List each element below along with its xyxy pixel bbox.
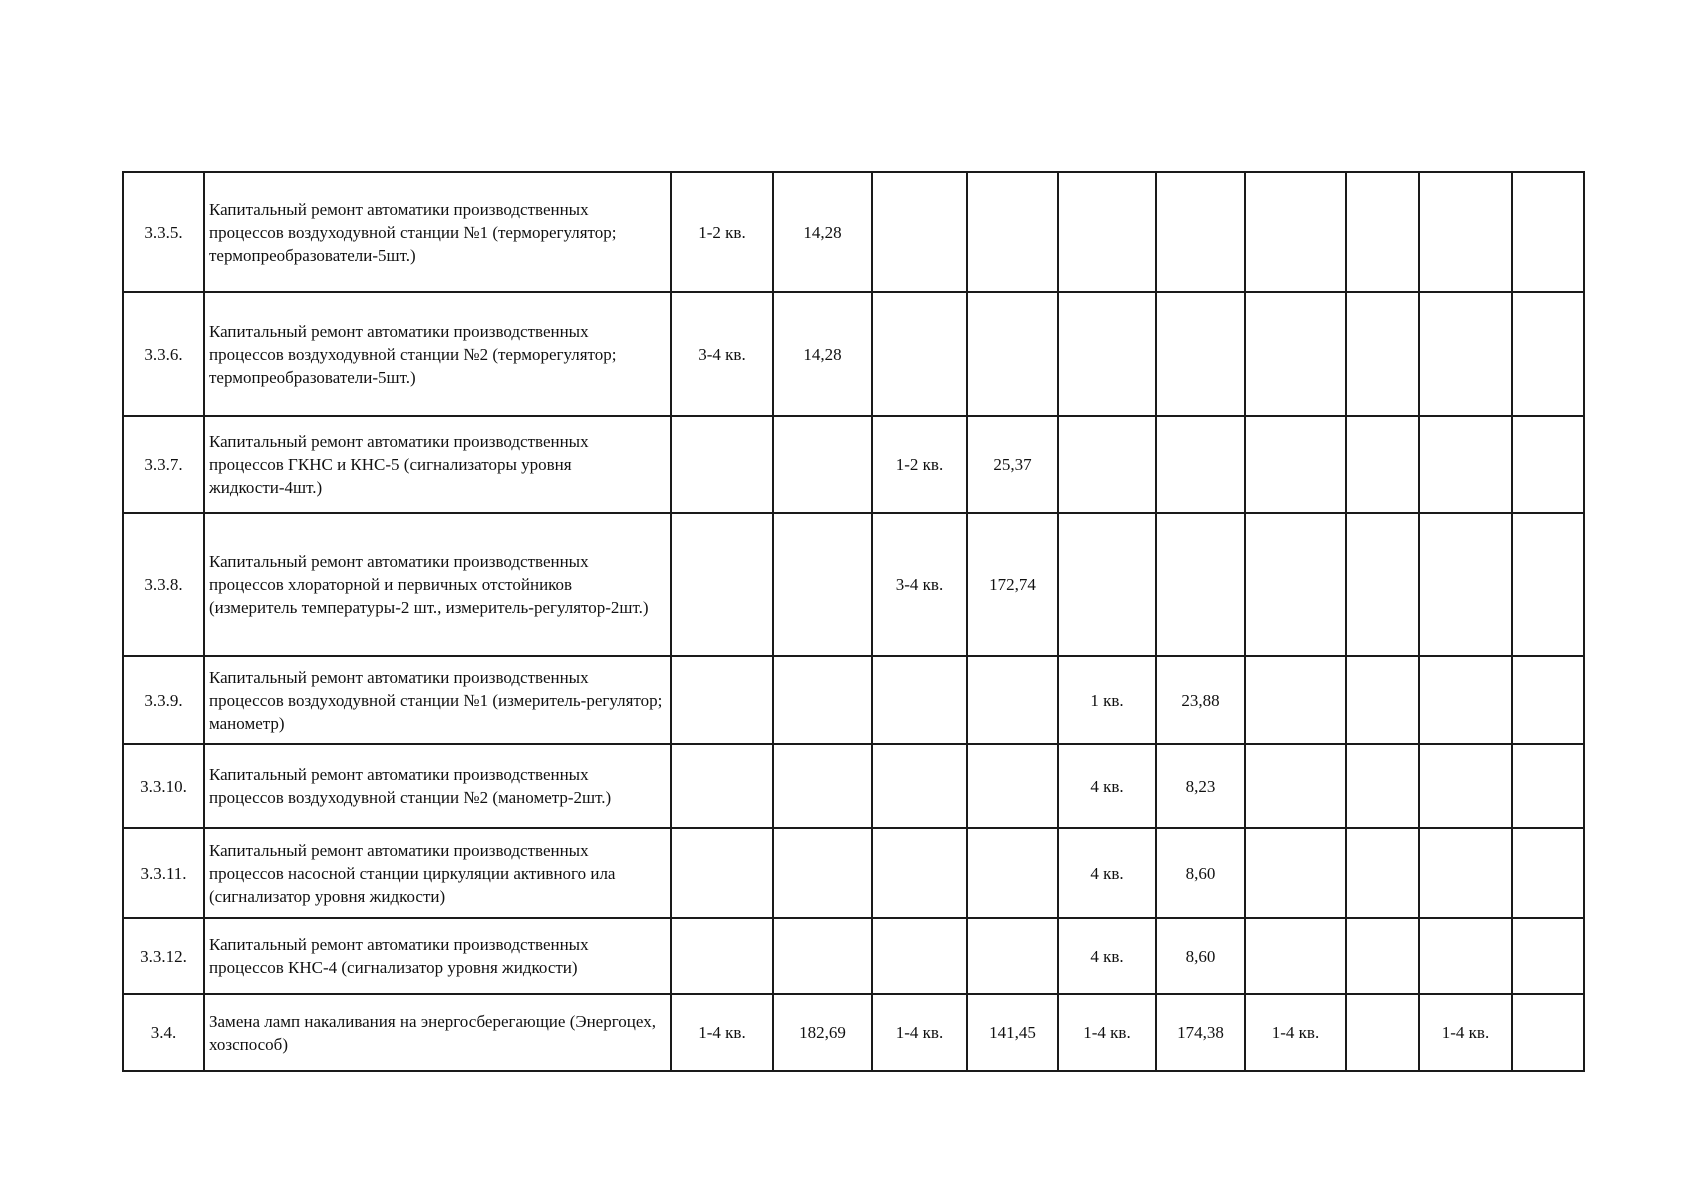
quarter-cell (1419, 918, 1512, 994)
amount-cell: 14,28 (773, 292, 872, 416)
amount-cell (967, 656, 1058, 744)
quarter-cell: 4 кв. (1058, 828, 1156, 918)
amount-cell (967, 172, 1058, 292)
quarter-cell (671, 416, 773, 513)
amount-cell (1156, 416, 1245, 513)
item-number-cell: 3.3.8. (123, 513, 204, 656)
quarter-cell: 1-4 кв. (1245, 994, 1346, 1071)
amount-cell (1346, 744, 1419, 828)
amount-cell (1512, 656, 1584, 744)
quarter-cell (1058, 172, 1156, 292)
item-number-cell: 3.4. (123, 994, 204, 1071)
amount-cell (1346, 828, 1419, 918)
item-description-cell: Капитальный ремонт автоматики производственных процессов КНС-4 (сигнализатор уровня жидкости) (204, 918, 671, 994)
amount-cell: 14,28 (773, 172, 872, 292)
quarter-cell (1419, 828, 1512, 918)
amount-cell: 141,45 (967, 994, 1058, 1071)
quarter-cell (1245, 744, 1346, 828)
amount-cell (1346, 918, 1419, 994)
amount-cell: 8,60 (1156, 828, 1245, 918)
table-row (123, 292, 1584, 416)
amount-cell (1346, 513, 1419, 656)
amount-cell (773, 656, 872, 744)
item-number-cell: 3.3.7. (123, 416, 204, 513)
amount-cell: 8,60 (1156, 918, 1245, 994)
amount-cell: 23,88 (1156, 656, 1245, 744)
item-description-cell: Замена ламп накаливания на энергосберегающие (Энергоцех, хозспособ) (204, 994, 671, 1071)
quarter-cell: 1-2 кв. (872, 416, 967, 513)
amount-cell (967, 918, 1058, 994)
amount-cell (1156, 292, 1245, 416)
amount-cell: 25,37 (967, 416, 1058, 513)
quarter-cell (671, 918, 773, 994)
quarter-cell: 1-4 кв. (671, 994, 773, 1071)
table-row (123, 656, 1584, 744)
quarter-cell (671, 828, 773, 918)
table-row (123, 744, 1584, 828)
amount-cell (1512, 513, 1584, 656)
table-row (123, 172, 1584, 292)
quarter-cell (671, 744, 773, 828)
quarter-cell (1245, 828, 1346, 918)
amount-cell (1512, 828, 1584, 918)
item-number-cell: 3.3.5. (123, 172, 204, 292)
quarter-cell (1058, 416, 1156, 513)
item-description-cell: Капитальный ремонт автоматики производственных процессов воздуходувной станции №2 (манометр-2шт.) (204, 744, 671, 828)
item-description-cell: Капитальный ремонт автоматики производственных процессов воздуходувной станции №1 (терморегулятор; термопреобразователи-5шт.) (204, 172, 671, 292)
amount-cell (1346, 292, 1419, 416)
quarter-cell (1419, 292, 1512, 416)
table-row (123, 918, 1584, 994)
item-description-cell: Капитальный ремонт автоматики производственных процессов ГКНС и КНС-5 (сигнализаторы уровня жидкости-4шт.) (204, 416, 671, 513)
quarter-cell (671, 656, 773, 744)
quarter-cell (1245, 292, 1346, 416)
quarter-cell (872, 744, 967, 828)
table-row (123, 416, 1584, 513)
quarter-cell (872, 828, 967, 918)
amount-cell: 172,74 (967, 513, 1058, 656)
amount-cell (1512, 918, 1584, 994)
amount-cell (967, 744, 1058, 828)
work-plan-table (122, 171, 1585, 1072)
quarter-cell (1419, 744, 1512, 828)
quarter-cell (1245, 172, 1346, 292)
quarter-cell (1058, 292, 1156, 416)
amount-cell (1346, 416, 1419, 513)
quarter-cell: 1-4 кв. (872, 994, 967, 1071)
amount-cell (773, 513, 872, 656)
quarter-cell (1419, 416, 1512, 513)
amount-cell (1346, 656, 1419, 744)
quarter-cell (1419, 172, 1512, 292)
quarter-cell: 1-2 кв. (671, 172, 773, 292)
item-description-cell: Капитальный ремонт автоматики производственных процессов воздуходувной станции №2 (терморегулятор; термопреобразователи-5шт.) (204, 292, 671, 416)
quarter-cell: 3-4 кв. (872, 513, 967, 656)
quarter-cell: 3-4 кв. (671, 292, 773, 416)
amount-cell (1156, 172, 1245, 292)
amount-cell (1512, 994, 1584, 1071)
item-number-cell: 3.3.11. (123, 828, 204, 918)
quarter-cell (872, 918, 967, 994)
amount-cell (1346, 172, 1419, 292)
quarter-cell (671, 513, 773, 656)
amount-cell (967, 828, 1058, 918)
quarter-cell: 1-4 кв. (1419, 994, 1512, 1071)
item-number-cell: 3.3.9. (123, 656, 204, 744)
item-number-cell: 3.3.10. (123, 744, 204, 828)
quarter-cell (1245, 416, 1346, 513)
amount-cell (773, 918, 872, 994)
quarter-cell (1245, 918, 1346, 994)
amount-cell (773, 744, 872, 828)
item-description-cell: Капитальный ремонт автоматики производственных процессов хлораторной и первичных отстойников (измеритель температуры-2 шт., измеритель-регулятор-2шт.) (204, 513, 671, 656)
amount-cell (1512, 744, 1584, 828)
amount-cell (1512, 172, 1584, 292)
amount-cell: 174,38 (1156, 994, 1245, 1071)
item-description-cell: Капитальный ремонт автоматики производственных процессов воздуходувной станции №1 (измеритель-регулятор; манометр) (204, 656, 671, 744)
amount-cell (967, 292, 1058, 416)
item-number-cell: 3.3.12. (123, 918, 204, 994)
quarter-cell (1058, 513, 1156, 656)
item-number-cell: 3.3.6. (123, 292, 204, 416)
table-row (123, 994, 1584, 1071)
amount-cell (773, 416, 872, 513)
quarter-cell: 4 кв. (1058, 744, 1156, 828)
quarter-cell (1419, 513, 1512, 656)
quarter-cell: 4 кв. (1058, 918, 1156, 994)
quarter-cell (872, 656, 967, 744)
quarter-cell: 1-4 кв. (1058, 994, 1156, 1071)
amount-cell: 182,69 (773, 994, 872, 1071)
amount-cell (1156, 513, 1245, 656)
item-description-cell: Капитальный ремонт автоматики производственных процессов насосной станции циркуляции активного ила (сигнализатор уровня жидкости) (204, 828, 671, 918)
quarter-cell (872, 292, 967, 416)
quarter-cell (872, 172, 967, 292)
quarter-cell (1419, 656, 1512, 744)
amount-cell (1512, 416, 1584, 513)
table-row (123, 828, 1584, 918)
table-body (123, 172, 1584, 1071)
amount-cell (773, 828, 872, 918)
quarter-cell (1245, 513, 1346, 656)
quarter-cell (1245, 656, 1346, 744)
amount-cell (1346, 994, 1419, 1071)
amount-cell (1512, 292, 1584, 416)
amount-cell: 8,23 (1156, 744, 1245, 828)
table-row (123, 513, 1584, 656)
quarter-cell: 1 кв. (1058, 656, 1156, 744)
